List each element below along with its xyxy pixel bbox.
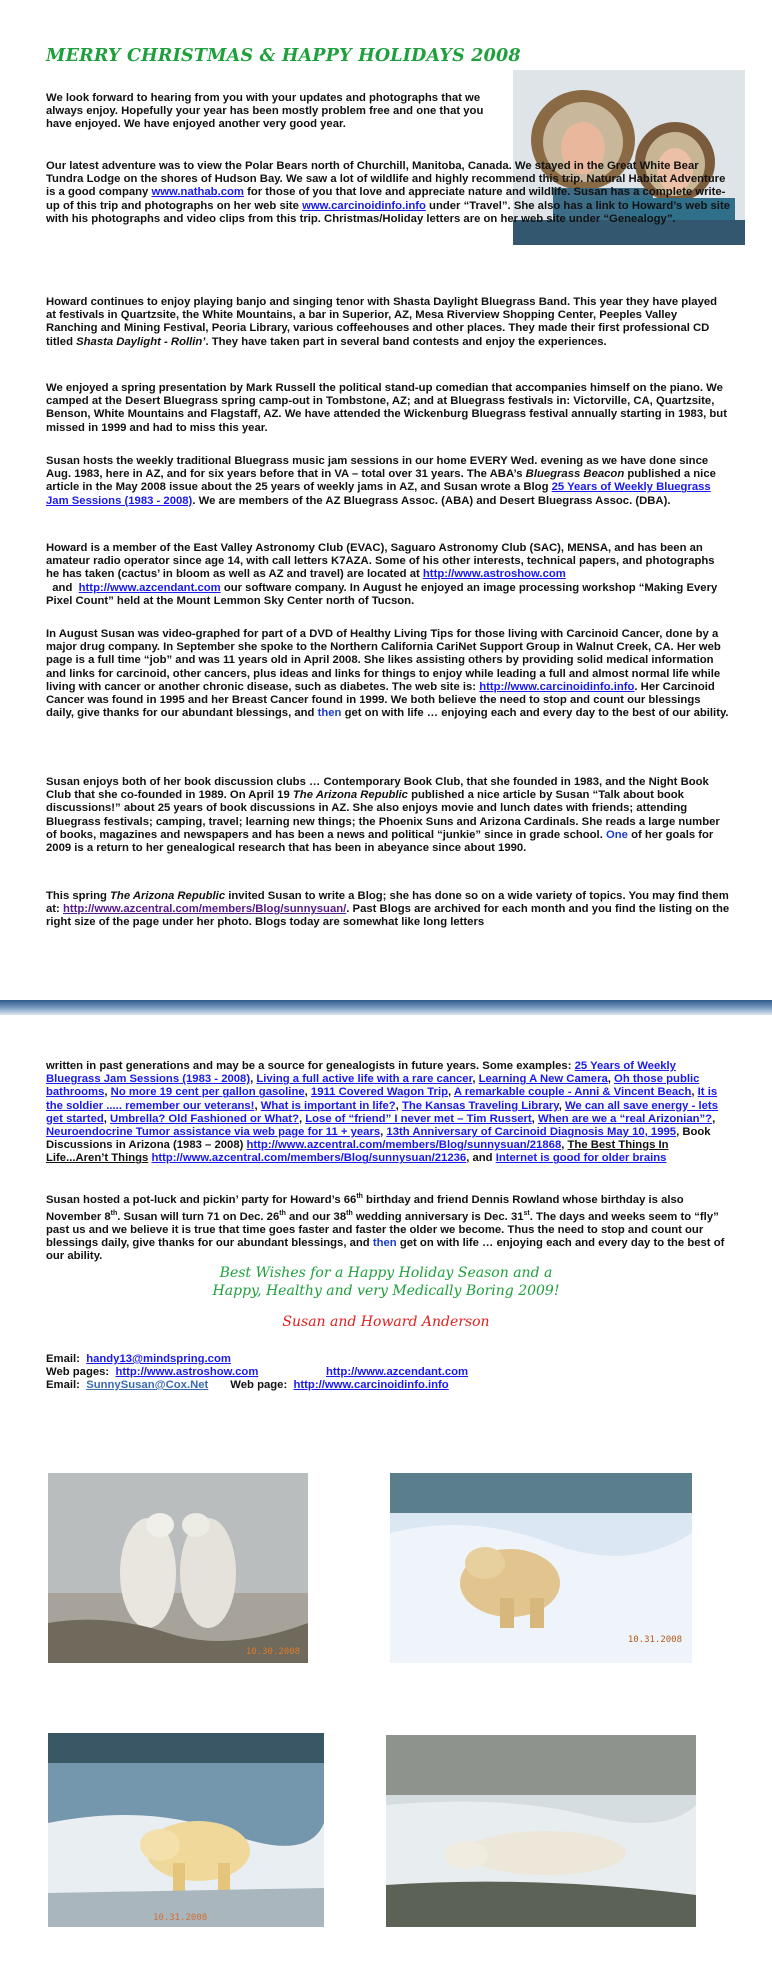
blog-link-9[interactable]: What is important in life?	[260, 1099, 396, 1112]
signature: Susan and Howard Anderson	[282, 1314, 490, 1330]
letter-page-2	[0, 1015, 772, 1988]
beacon-title: Bluegrass Beacon	[525, 468, 625, 481]
polar-bear-snow-photo	[390, 1473, 692, 1663]
photo-date-stamp-3: 10.31.2008	[153, 1913, 208, 1923]
jam-blog-link[interactable]: 25 Years of Weekly Bluegrass Jam Sessions (1983 - 2008)	[46, 481, 711, 507]
blog-link-1[interactable]: 25 Years of Weekly Bluegrass Jam Sessions (1983 - 2008)	[46, 1060, 676, 1086]
blog-link-7[interactable]: A remarkable couple - Anni & Vincent Beach	[453, 1086, 692, 1099]
carcinoidinfo-link-3[interactable]: http://www.carcinoidinfo.info	[293, 1379, 449, 1391]
astroshow-link[interactable]: http://www.astroshow.com	[422, 568, 566, 581]
paragraph-intro: We look forward to hearing from you with your updates and photographs that we always enjoy. Hopefully your year has been mostly problem free and one that you have enjoyed. We have enjoyed another very good year.	[46, 92, 484, 131]
contact-email-row-2: Email: SunnySusan@Cox.Net Web page: http://www.carcinoidinfo.info	[46, 1379, 449, 1391]
photo-date-stamp-2: 10.31.2008	[627, 1635, 682, 1645]
letter-title: MERRY CHRISTMAS & HAPPY HOLIDAYS 2008	[46, 46, 521, 66]
astroshow-link-2[interactable]: http://www.astroshow.com	[115, 1366, 259, 1378]
azcendant-link[interactable]: http://www.azcendant.com	[78, 581, 221, 594]
blog-link-16[interactable]: 13th Anniversary of Carcinoid Diagnosis May 10, 1995	[386, 1126, 677, 1139]
azcendant-link-2[interactable]: http://www.azcendant.com	[326, 1366, 469, 1378]
blog-link-11[interactable]: We can all save energy - lets get started	[46, 1099, 718, 1125]
paragraph-spring: We enjoyed a spring presentation by Mark Russell the political stand-up comedian that accompanies himself on the piano. We camped at the Desert Bluegrass spring camp-out in Tombstone, AZ; and at Bluegrass festivals in: Victorville, CA, Quartzsite, Benson, White Mountains and Flagstaff, AZ. We have attended the Wickenburg Bluegrass festival annually starting in 1983, but missed in 1999 and had to miss this year.	[46, 382, 727, 434]
polar-bear-resting-photo	[386, 1735, 696, 1927]
greeting-line-2: Happy, Healthy and very Medically Boring 2009!	[212, 1283, 560, 1299]
paragraph-banjo: Howard continues to enjoy playing banjo and singing tenor with Shasta Daylight Bluegrass Band. This year they have played at festivals in Quartzsite, the White Mountains, a bar in Superior, AZ, Mesa Riverview Shopping Center, Peeples Valley Ranching and Mining Festival, Peoria Library, various coffeehouses and other places. They made their first professional CD titled Shasta Daylight - Rollin’. They have taken part in several band contests and enjoy the experiences.	[46, 296, 718, 348]
photo-date-stamp-1: 10.30.2008	[245, 1647, 300, 1657]
contact-web-row: Web pages: http://www.astroshow.com http://www.azcendant.com	[46, 1366, 469, 1378]
blog-link-15[interactable]: Neuroendocrine Tumor assistance via web page for 11 + years	[46, 1126, 381, 1139]
blog-link-2[interactable]: Living a full active life with a rare cancer	[256, 1073, 473, 1086]
cd-title: Shasta Daylight - Rollin’	[76, 335, 206, 348]
nathab-link[interactable]: www.nathab.com	[151, 186, 244, 199]
paragraph-polar-bears: Our latest adventure was to view the Polar Bears north of Churchill, Manitoba, Canada. We stayed in the Great White Bear Tundra Lodge on the shores of Hudson Bay. We saw a lot of wildlife and highly recommend this trip. Natural Habitat Adventure is a good company www.nathab.com for those of you that love and appreciate nature and wildlife. Susan has a complete write-up of this trip and photographs on her web site www.carcinoidinfo.info under “Travel”. She also has a link to Howard’s web site with his photographs and video clips from this trip. Christmas/Holiday letters are on her web site under “Genealogy”.	[46, 160, 730, 225]
blog-link-4[interactable]: Oh those public bathrooms	[46, 1073, 700, 1099]
azcentral-link-21236[interactable]: http://www.azcentral.com/members/Blog/sunnysuan/21236	[151, 1152, 467, 1165]
greeting-line-1: Best Wishes for a Happy Holiday Season and a	[219, 1265, 553, 1281]
email-link-2[interactable]: SunnySusan@Cox.Net	[86, 1379, 209, 1391]
paragraph-carcinoid: In August Susan was video-graphed for part of a DVD of Healthy Living Tips for those living with Carcinoid Cancer, done by a major drug company. In September she spoke to the Northern California CariNet Support Group in Walnut Creek, CA. Her web page is a full time “job” and was 11 years old in April 2008. She likes assisting others by providing solid medical information and links for carcinoid, other cancers, plus ideas and links for things to enjoy while leading a full and almost normal life while living with cancer or another chronic disease, such as diabetes. The web site is: http://www.carcinoidinfo.info. Her Carcinoid Cancer was found in 1995 and her Breast Cancer found in 1999. We both believe the need to stop and count our blessings daily, give thanks for our abundant blessings, and then get on with life … enjoying each and every day to the best of our ability.	[46, 628, 729, 720]
blog-link-12[interactable]: Umbrella? Old Fashioned or What?	[110, 1112, 299, 1125]
blog-link-13[interactable]: Lose of “friend” I never met – Tim Russert	[305, 1112, 532, 1125]
carcinoidinfo-link[interactable]: www.carcinoidinfo.info	[302, 199, 426, 212]
polar-bear-walking-photo	[48, 1733, 324, 1927]
paragraph-book-clubs: Susan enjoys both of her book discussion clubs … Contemporary Book Club, that she founded in 1983, and the Night Book Club that she co-founded in 1989. On April 19 The Arizona Republic published a nice article by Susan “Talk about book discussions!” about 25 years of book discussions in AZ. She also enjoys movie and lunch dates with friends; attending Bluegrass festivals; camping, travel; learning new things; the Phoenix Suns and Arizona Cardinals. She reads a large number of books, magazines and newspapers and has been a news and political “junkie” since in grade school. One of her goals for 2009 is a return to her genealogical research that has been in abeyance since about 1990.	[46, 776, 720, 855]
contact-email-row: Email: handy13@mindspring.com	[46, 1353, 231, 1365]
blog-link-6[interactable]: 1911 Covered Wagon Trip	[310, 1086, 448, 1099]
paragraph-blog: This spring The Arizona Republic invited Susan to write a Blog; she has done so on a wide variety of topics. You may find them at: http://www.azcentral.com/members/Blog/sunnysuan/. Past Blogs are archived for each month and you find the listing on the right size of the page under her photo. Blogs today are somewhat like long letters	[46, 890, 730, 929]
paragraph-astronomy: Howard is a member of the East Valley Astronomy Club (EVAC), Saguaro Astronomy Club (SAC), MENSA, and has been an amateur radio operator since age 14, with call letters K7AZA. Some of his other interests, technical papers, and photographs he has taken (cactus’ in bloom as well as AZ and travel) are located at http://www.astroshow.com and http://www.azcendant.com our software company. In August he enjoyed an image processing workshop “Making Every Pixel Count” held at the Mount Lemmon Sky Center north of Tucson.	[46, 542, 718, 607]
paragraph-blog-examples: written in past generations and may be a source for genealogists in future years. Some examples: 25 Years of Weekly Bluegrass Jam Sessions (1983 - 2008), Living a full active life with a rare cancer, Learning A New Camera, Oh those public bathrooms, No more 19 cent per gallon gasoline, 1911 Covered Wagon Trip, A remarkable couple - Anni & Vincent Beach, It is the soldier ..... remember our veterans!, What is important in life?, The Kansas Traveling Library, We can all save energy - lets get started, Umbrella? Old Fashioned or What?, Lose of “friend” I never met – Tim Russert, When are we a “real Arizonian”?, Neuroendocrine Tumor assistance via web page for 11 + years, 13th Anniversary of Carcinoid Diagnosis May 10, 1995, Book Discussions in Arizona (1983 – 2008) http://www.azcentral.com/members/Blog/sunnysuan/21868, The Best Things In Life...Aren’t Things http://www.azcentral.com/members/Blog/sunnysuan/21236, and Internet is good for older brains	[46, 1060, 718, 1165]
azcentral-blog-link[interactable]: http://www.azcentral.com/members/Blog/sunnysuan/	[62, 903, 347, 916]
blog-link-8[interactable]: It is the soldier ..... remember our veterans!	[46, 1086, 718, 1112]
paragraph-jam-sessions: Susan hosts the weekly traditional Bluegrass music jam sessions in our home EVERY Wed. evening as we have done since Aug. 1983, here in AZ, and for six years before that in VA – total over 31 years. The ABA’s Bluegrass Beacon published a nice article in the May 2008 issue about the 25 years of weekly jams in AZ, and Susan wrote a Blog 25 Years of Weekly Bluegrass Jam Sessions (1983 - 2008). We are members of the AZ Bluegrass Assoc. (ABA) and Desert Bluegrass Assoc. (DBA).	[46, 455, 716, 507]
carcinoidinfo-link-2[interactable]: http://www.carcinoidinfo.info	[479, 680, 635, 693]
blog-link-5[interactable]: No more 19 cent per gallon gasoline	[110, 1086, 305, 1099]
best-things-link[interactable]: The Best Things In Life...Aren’t Things	[46, 1139, 669, 1165]
internet-older-brains-link[interactable]: Internet is good for older brains	[495, 1152, 667, 1165]
azcentral-link-21868[interactable]: http://www.azcentral.com/members/Blog/sunnysuan/21868	[246, 1139, 562, 1152]
blog-link-3[interactable]: Learning A New Camera	[478, 1073, 608, 1086]
blog-link-10[interactable]: The Kansas Traveling Library	[401, 1099, 559, 1112]
page-separator	[0, 1000, 772, 1015]
polar-bears-sparring-photo	[48, 1473, 308, 1663]
polar-bears-text: Our latest adventure was to view the Polar Bears north of Churchill, Manitoba, Canada. We stayed in the Great White Bear Tundra Lodge on the shores of Hudson Bay. We saw a lot of wildlife and highly recommend this trip. Natural Habitat Adventure is a good company	[46, 160, 726, 199]
email-link-1[interactable]: handy13@mindspring.com	[86, 1353, 231, 1365]
paragraph-party: Susan hosted a pot-luck and pickin’ party for Howard’s 66th birthday and friend Dennis Rowland whose birthday is also November 8th. Susan will turn 71 on Dec. 26th and our 38th wedding anniversary is Dec. 31st. The days and weeks seem to “fly” past us and we believe it is true that time goes faster and faster the older we become. Thus the need to stop and count our blessings daily, give thanks for our abundant blessings, and then get on with life … enjoying each and every day to the best of our ability.	[46, 1193, 725, 1263]
blog-link-14[interactable]: When are we a “real Arizonian”?	[537, 1112, 713, 1125]
